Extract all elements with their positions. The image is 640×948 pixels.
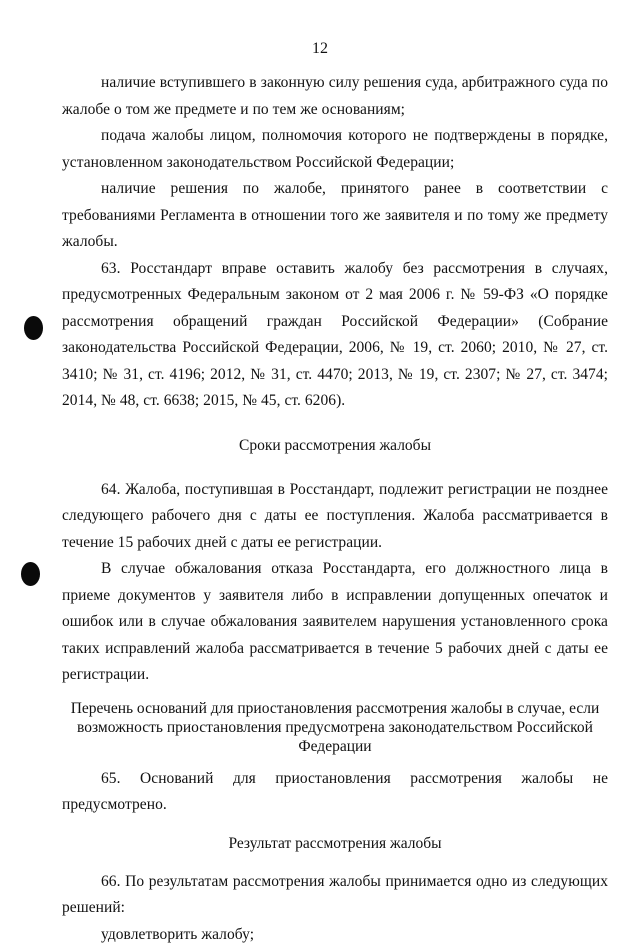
punch-hole-bottom: [21, 562, 40, 586]
punch-hole-top: [24, 316, 43, 340]
paragraph-66-satisfy: удовлетворить жалобу;: [62, 922, 608, 948]
paragraph-court-decision: наличие вступившего в законную силу решения суда, арбитражного суда по жалобе о том же предмете и по тем же основаниям;: [62, 70, 608, 123]
heading-review-result: Результат рассмотрения жалобы: [62, 831, 608, 857]
paragraph-unconfirmed-authority: подача жалобы лицом, полномочия которого не подтверждены в порядке, установленном законодательством Российской Федерации;: [62, 123, 608, 176]
page-number: 12: [0, 40, 640, 58]
paragraph-previous-decision: наличие решения по жалобе, принятого ранее в соответствии с требованиями Регламента в отношении того же заявителя и по тому же предмету жалобы.: [62, 176, 608, 256]
heading-review-terms: Сроки рассмотрения жалобы: [62, 433, 608, 459]
heading-suspension-grounds: Перечень оснований для приостановления рассмотрения жалобы в случае, если возможность приостановления предусмотрена законодательством Российской Федерации: [62, 699, 608, 756]
document-body: [62, 70, 608, 948]
paragraph-64: 64. Жалоба, поступившая в Росстандарт, подлежит регистрации не позднее следующего рабочего дня с даты ее поступления. Жалоба рассматривается в течение 15 рабочих дней с даты ее регистрации.: [62, 477, 608, 557]
paragraph-65: 65. Оснований для приостановления рассмотрения жалобы не предусмотрено.: [62, 766, 608, 819]
paragraph-66: 66. По результатам рассмотрения жалобы принимается одно из следующих решений:: [62, 869, 608, 922]
paragraph-64-refusal: В случае обжалования отказа Росстандарта, его должностного лица в приеме документов у заявителя либо в исправлении допущенных опечаток и ошибок или в случае обжалования заявителем нарушения установленного срока таких исправлений жалоба рассматривается в течение 5 рабочих дней с даты ее регистрации.: [62, 556, 608, 689]
paragraph-63: 63. Росстандарт вправе оставить жалобу без рассмотрения в случаях, предусмотренных Федеральным законом от 2 мая 2006 г. № 59-ФЗ «О порядке рассмотрения обращений граждан Российской Федерации» (Собрание законодательства Российской Федерации, 2006, № 19, ст. 2060; 2010, № 27, ст. 3410; № 31, ст. 4196; 2012, № 31, ст. 4470; 2013, № 19, ст. 2307; № 27, ст. 3474; 2014, № 48, ст. 6638; 2015, № 45, ст. 6206).: [62, 256, 608, 415]
